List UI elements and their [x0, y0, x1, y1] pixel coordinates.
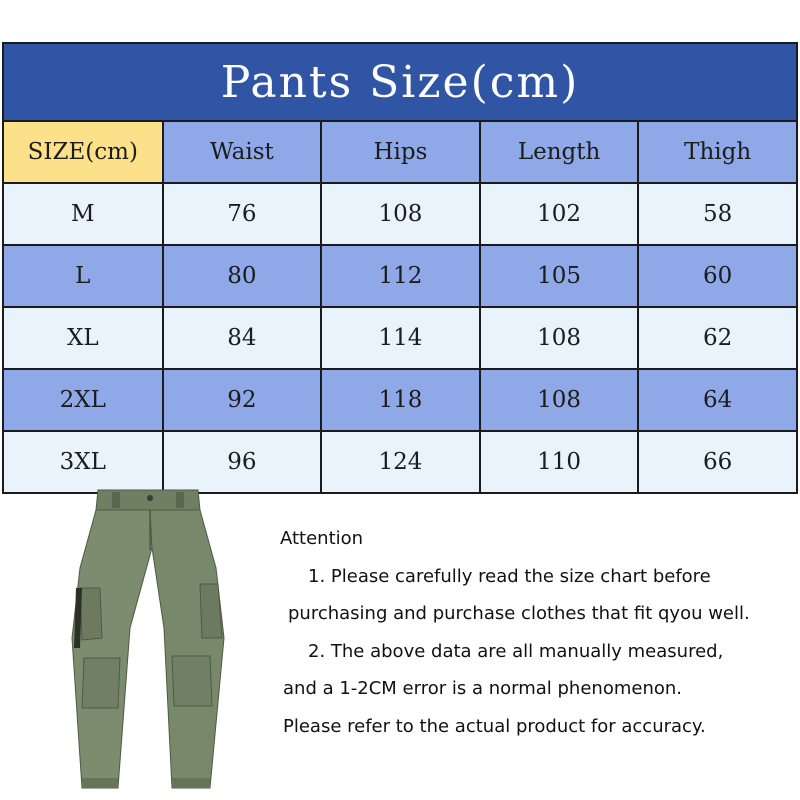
- table-header-row: [4, 122, 797, 183]
- attention-line: and a 1-2CM error is a normal phenomenon.: [283, 678, 682, 699]
- header-thigh: Thigh: [638, 122, 797, 183]
- table-row: [4, 369, 797, 431]
- table-row: [4, 307, 797, 369]
- table-cell: XL: [4, 307, 163, 369]
- header-hips: Hips: [321, 122, 480, 183]
- table-cell: 92: [163, 369, 322, 431]
- table-cell: 84: [163, 307, 322, 369]
- table-cell: 118: [321, 369, 480, 431]
- header-length: Length: [480, 122, 639, 183]
- chart-title: Pants Size(cm): [4, 44, 798, 122]
- table-cell: 102: [480, 183, 639, 245]
- table-row: [4, 431, 797, 493]
- attention-line: Please refer to the actual product for accuracy.: [283, 715, 706, 737]
- table-cell: 96: [163, 431, 322, 493]
- table-cell: 114: [321, 307, 480, 369]
- table-row: [4, 245, 797, 307]
- header-waist: Waist: [163, 122, 322, 183]
- table-cell: 66: [638, 431, 797, 493]
- attention-line: 1. Please carefully read the size chart before: [308, 565, 711, 587]
- table-cell: M: [4, 183, 163, 245]
- size-chart: [2, 42, 798, 494]
- attention-heading: Attention: [280, 528, 364, 549]
- table-cell: 108: [480, 307, 639, 369]
- table-row: [4, 183, 797, 245]
- attention-line: purchasing and purchase clothes that fit qyou well.: [288, 603, 750, 624]
- table-cell: 80: [163, 245, 322, 307]
- table-cell: 105: [480, 245, 639, 307]
- table-cell: 110: [480, 431, 639, 493]
- size-table: [4, 122, 798, 494]
- attention-notes: [280, 520, 795, 745]
- attention-line: 2. The above data are all manually measured,: [308, 640, 724, 662]
- table-cell: 112: [321, 245, 480, 307]
- table-cell: 108: [321, 183, 480, 245]
- pants-image: [60, 488, 235, 800]
- table-cell: 76: [163, 183, 322, 245]
- table-cell: 3XL: [4, 431, 163, 493]
- table-cell: 124: [321, 431, 480, 493]
- header-size: SIZE(cm): [4, 122, 163, 183]
- table-cell: 60: [638, 245, 797, 307]
- table-cell: L: [4, 245, 163, 307]
- table-cell: 64: [638, 369, 797, 431]
- table-cell: 62: [638, 307, 797, 369]
- table-cell: 108: [480, 369, 639, 431]
- table-cell: 58: [638, 183, 797, 245]
- table-cell: 2XL: [4, 369, 163, 431]
